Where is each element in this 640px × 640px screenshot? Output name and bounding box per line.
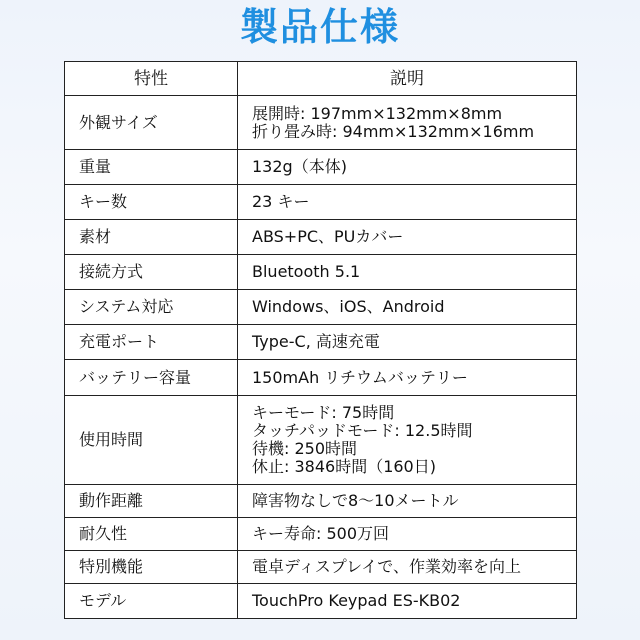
row-label: キー数 bbox=[65, 185, 238, 220]
row-label: 充電ポート bbox=[65, 325, 238, 360]
value-line: 折り畳み時: 94mm×132mm×16mm bbox=[252, 121, 535, 141]
table-row bbox=[65, 396, 577, 485]
value-line: 電卓ディスプレイで、作業効率を向上 bbox=[252, 557, 521, 576]
row-value bbox=[238, 220, 577, 255]
value-line: キー寿命: 500万回 bbox=[252, 524, 390, 543]
value-line: 待機: 250時間 bbox=[252, 439, 358, 458]
table-row bbox=[65, 518, 577, 551]
value-line: Bluetooth 5.1 bbox=[252, 262, 361, 281]
row-label: 耐久性 bbox=[65, 518, 238, 551]
value-line: キーモード: 75時間 bbox=[252, 403, 395, 422]
header-description: 説明 bbox=[238, 62, 577, 96]
spec-table bbox=[64, 61, 577, 619]
page-title: 製品仕様 bbox=[239, 5, 400, 49]
row-label: 素材 bbox=[65, 220, 238, 255]
row-value bbox=[238, 325, 577, 360]
value-line: 23 キー bbox=[252, 192, 310, 211]
row-label: 重量 bbox=[65, 150, 238, 185]
row-value bbox=[238, 150, 577, 185]
value-line: 展開時: 197mm×132mm×8mm bbox=[252, 103, 503, 123]
row-value bbox=[238, 255, 577, 290]
table-row bbox=[65, 220, 577, 255]
table-row bbox=[65, 325, 577, 360]
row-value bbox=[238, 360, 577, 396]
row-label: 特別機能 bbox=[65, 551, 238, 584]
value-line: ABS+PC、PUカバー bbox=[252, 227, 404, 246]
row-label: 接続方式 bbox=[65, 255, 238, 290]
row-value bbox=[238, 185, 577, 220]
table-row bbox=[65, 290, 577, 325]
value-line: 休止: 3846時間（160日) bbox=[252, 457, 436, 476]
value-line: 132g（本体) bbox=[252, 157, 347, 176]
row-value bbox=[238, 290, 577, 325]
row-label: 使用時間 bbox=[65, 396, 238, 485]
table-row bbox=[65, 584, 577, 619]
value-line: タッチパッドモード: 12.5時間 bbox=[252, 421, 473, 440]
table-row bbox=[65, 150, 577, 185]
value-line: Windows、iOS、Android bbox=[252, 297, 445, 316]
row-value bbox=[238, 96, 577, 150]
value-line: 障害物なしで8～10メートル bbox=[252, 491, 459, 510]
row-label: システム対応 bbox=[65, 290, 238, 325]
row-value bbox=[238, 485, 577, 518]
row-label: バッテリー容量 bbox=[65, 360, 238, 396]
table-row bbox=[65, 185, 577, 220]
value-line: 150mAh リチウムバッテリー bbox=[252, 367, 468, 387]
row-label: 動作距離 bbox=[65, 485, 238, 518]
table-header-row bbox=[65, 62, 577, 96]
table-row bbox=[65, 551, 577, 584]
row-label: 外観サイズ bbox=[65, 96, 238, 150]
row-value bbox=[238, 551, 577, 584]
table-row bbox=[65, 96, 577, 150]
value-line: TouchPro Keypad ES-KB02 bbox=[252, 591, 461, 610]
table-row bbox=[65, 360, 577, 396]
row-value bbox=[238, 518, 577, 551]
row-value bbox=[238, 584, 577, 619]
table-row bbox=[65, 255, 577, 290]
row-value bbox=[238, 396, 577, 485]
header-feature: 特性 bbox=[65, 62, 238, 96]
row-label: モデル bbox=[65, 584, 238, 619]
value-line: Type-C, 高速充電 bbox=[252, 332, 380, 351]
table-row bbox=[65, 485, 577, 518]
